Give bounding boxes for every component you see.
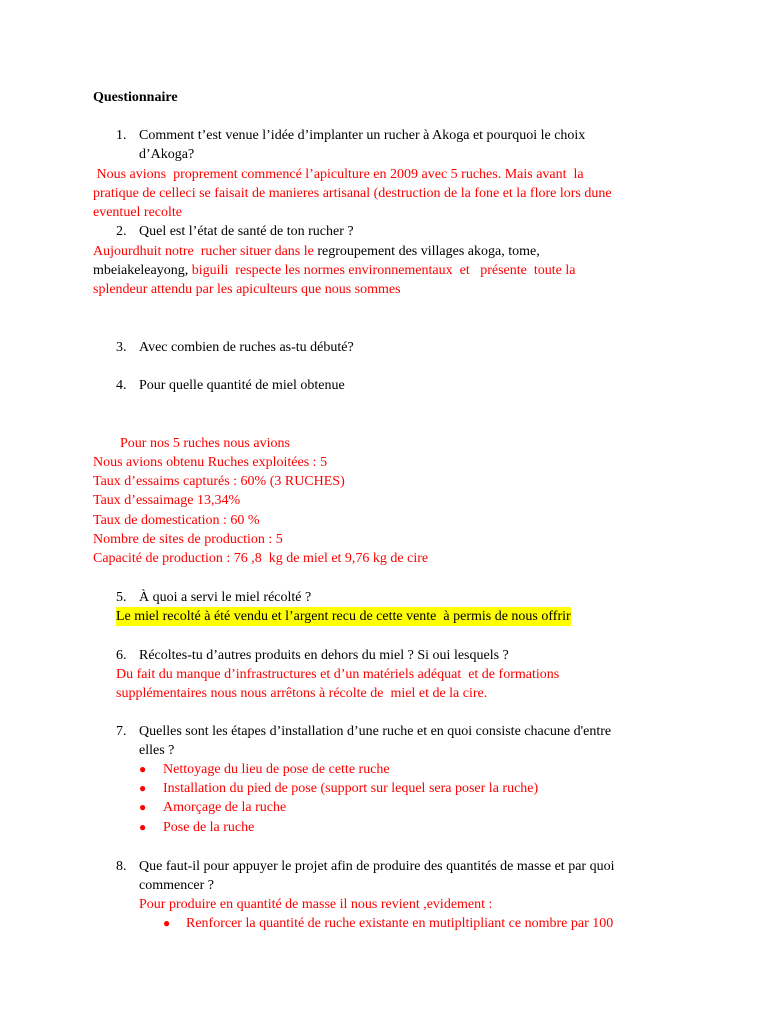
bullet-icon: ● xyxy=(139,820,147,834)
q2-answer-line-3: splendeur attendu par les apiculteurs que nous sommes xyxy=(93,282,401,297)
q4-answer-line-5: Taux de domestication : 60 % xyxy=(93,513,260,528)
q6-answer-line-1: Du fait du manque d’infrastructures et d’un matériels adéquat et de formations xyxy=(116,667,560,682)
q4-number: 4. xyxy=(116,378,127,393)
q2-answer-line-2 xyxy=(93,261,575,280)
q1-text-line-2: d’Akoga? xyxy=(139,147,195,162)
q6-number: 6. xyxy=(116,648,127,663)
q7-bullet-4: Pose de la ruche xyxy=(163,820,255,835)
q4-answer-line-2: Nous avions obtenu Ruches exploitées : 5 xyxy=(93,455,328,470)
document-title: Questionnaire xyxy=(93,90,178,105)
q1-text-line-1: Comment t’est venue l’idée d’implanter un rucher à Akoga et pourquoi le choix xyxy=(139,128,586,143)
q7-text-line-2: elles ? xyxy=(139,743,175,758)
q6-answer-line-2: supplémentaires nous nous arrêtons à récolte de miel et de la cire. xyxy=(116,686,488,701)
q8-answer: Pour produire en quantité de masse il nous revient ,evidement : xyxy=(139,897,493,912)
q1-answer-line-1: Nous avions proprement commencé l’apiculture en 2009 avec 5 ruches. Mais avant la xyxy=(93,167,584,182)
q8-text-line-2: commencer ? xyxy=(139,878,215,893)
q1-number: 1. xyxy=(116,128,127,143)
q2-answer-line-2-red: biguili respecte les normes environnementaux et présente toute la xyxy=(191,263,576,278)
bullet-icon: ● xyxy=(139,762,147,776)
q2-answer-line-2-black: mbeiakeleayong, xyxy=(93,263,192,278)
q5-number: 5. xyxy=(116,590,127,605)
q2-answer-line-1 xyxy=(93,242,540,261)
q7-bullet-1: Nettoyage du lieu de pose de cette ruche xyxy=(163,762,390,777)
q1-answer-line-3: eventuel recolte xyxy=(93,205,183,220)
q8-text-line-1: Que faut-il pour appuyer le projet afin de produire des quantités de masse et par quoi xyxy=(139,859,615,874)
bullet-icon: ● xyxy=(163,916,171,930)
q7-text-line-1: Quelles sont les étapes d’installation d’une ruche et en quoi consiste chacune d'entre xyxy=(139,724,612,739)
q5-text: À quoi a servi le miel récolté ? xyxy=(139,590,312,605)
q7-bullet-3: Amorçage de la ruche xyxy=(163,800,287,815)
q8-number: 8. xyxy=(116,859,127,874)
bullet-icon: ● xyxy=(139,800,147,814)
q2-answer-line-1-red: Aujourdhuit notre rucher situer dans le xyxy=(93,244,318,259)
q4-answer-line-4: Taux d’essaimage 13,34% xyxy=(93,493,241,508)
q7-number: 7. xyxy=(116,724,127,739)
q4-answer-line-7: Capacité de production : 76 ,8 kg de miel et 9,76 kg de cire xyxy=(93,551,429,566)
q8-bullet-1: Renforcer la quantité de ruche existante en mutipltipliant ce nombre par 100 xyxy=(186,916,614,931)
q4-answer-line-3: Taux d’essaims capturés : 60% (3 RUCHES) xyxy=(93,474,345,489)
q4-answer-line-1: Pour nos 5 ruches nous avions xyxy=(120,436,290,451)
q3-number: 3. xyxy=(116,340,127,355)
bullet-icon: ● xyxy=(139,781,147,795)
q2-answer-line-1-black: regroupement des villages akoga, tome, xyxy=(317,244,540,259)
q1-answer-line-2: pratique de celleci se faisait de manieres artisanal (destruction de la fone et la flore lors dune xyxy=(93,186,612,201)
q4-answer-line-6: Nombre de sites de production : 5 xyxy=(93,532,283,547)
q4-text: Pour quelle quantité de miel obtenue xyxy=(139,378,345,393)
q7-bullet-2: Installation du pied de pose (support sur lequel sera poser la ruche) xyxy=(163,781,539,796)
q5-answer-highlighted: Le miel recolté à été vendu et l’argent recu de cette vente à permis de nous offrir xyxy=(116,609,571,624)
q2-number: 2. xyxy=(116,224,127,239)
q3-text: Avec combien de ruches as-tu débuté? xyxy=(139,340,354,355)
q2-text: Quel est l’état de santé de ton rucher ? xyxy=(139,224,354,239)
q6-text: Récoltes-tu d’autres produits en dehors du miel ? Si oui lesquels ? xyxy=(139,648,509,663)
